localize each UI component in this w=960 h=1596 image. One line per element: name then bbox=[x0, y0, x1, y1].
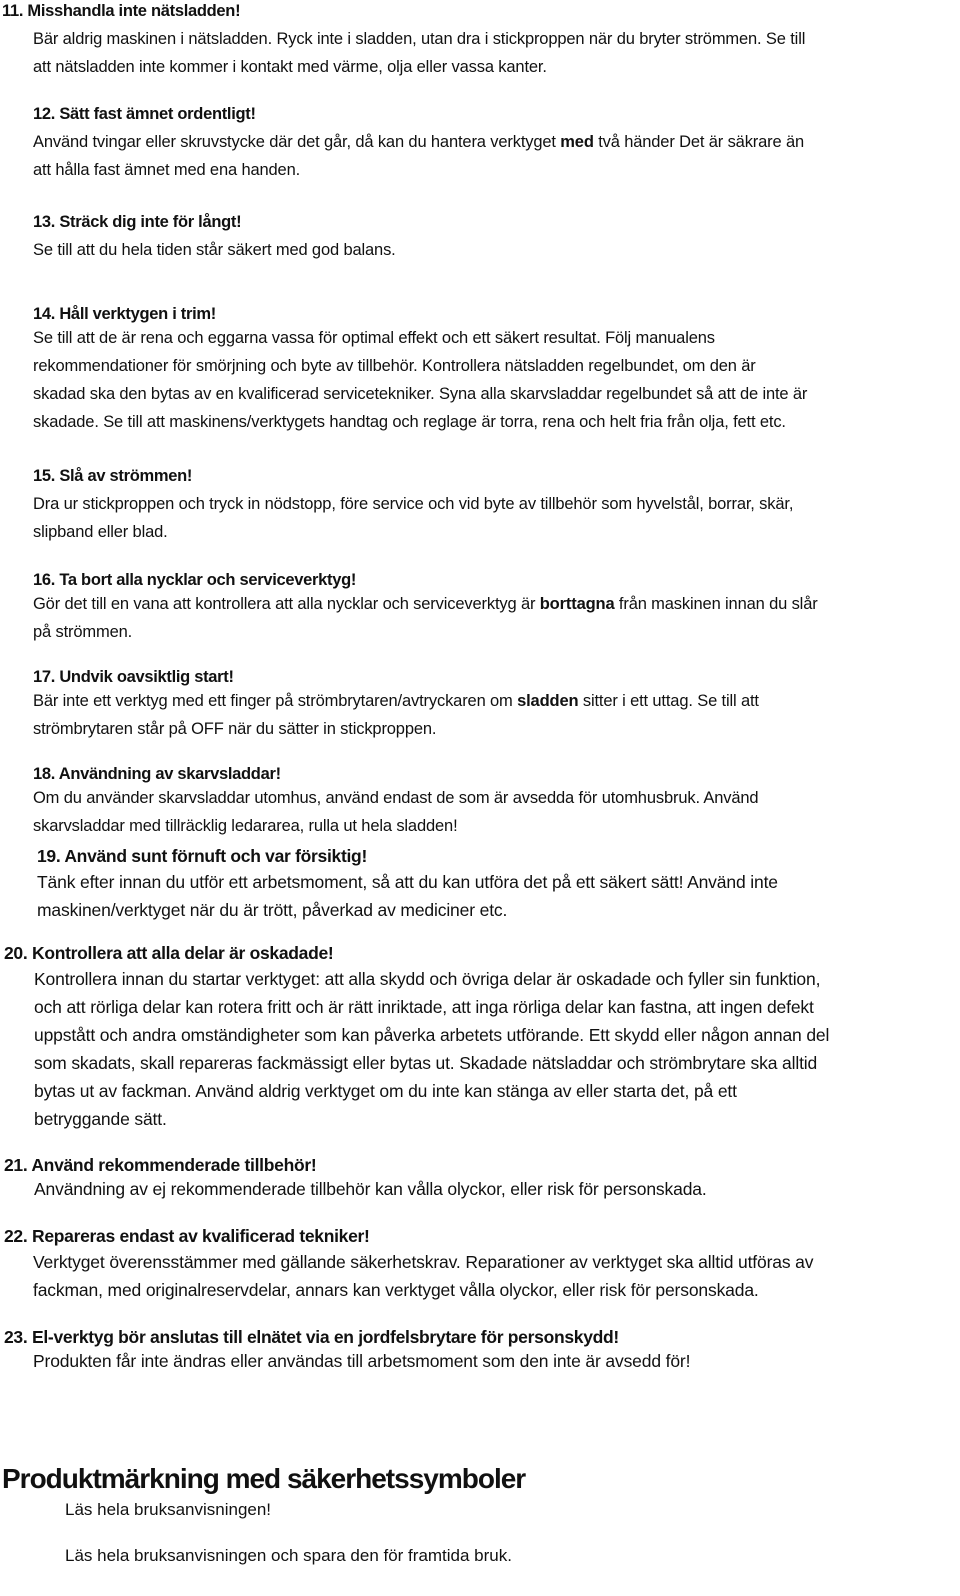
item-heading: 16. Ta bort alla nycklar och serviceverktyg! bbox=[33, 571, 357, 589]
item-12 bbox=[0, 104, 950, 184]
body-line bbox=[33, 715, 950, 743]
body-text: uppstått och andra omständigheter som kan påverka arbetets utförande. Ett skydd eller någon annan del bbox=[34, 1025, 830, 1045]
item-heading: 21. Använd rekommenderade tillbehör! bbox=[4, 1155, 317, 1175]
section-title: Produktmärkning med säkerhetssymboler bbox=[2, 1463, 526, 1494]
item-22 bbox=[0, 1226, 950, 1304]
item-heading: 23. El-verktyg bör anslutas till elnätet via en jordfelsbrytare för personskydd! bbox=[4, 1327, 619, 1347]
emphasis-text: sladden bbox=[517, 692, 579, 710]
item-18 bbox=[0, 764, 950, 840]
body-text: skarvsladdar med tillräcklig ledararea, rulla ut hela sladden! bbox=[33, 817, 458, 835]
body-line bbox=[33, 590, 950, 618]
body-text: rekommendationer för smörjning och byte av tillbehör. Kontrollera nätsladden regelbundet, om den är bbox=[33, 357, 756, 375]
body-text: skadad ska den bytas av en kvalificerad servicetekniker. Syna alla skarvsladdar regelbundet så att de inte är bbox=[33, 385, 808, 403]
body-text: Om du använder skarvsladdar utomhus, använd endast de som är avsedda för utomhusbruk. Använd bbox=[33, 789, 759, 807]
body-text: skadade. Se till att maskinens/verktygets handtag och reglage är torra, rena och helt fria från olja, fett etc. bbox=[33, 413, 786, 431]
item-heading: 19. Använd sunt förnuft och var försiktig! bbox=[37, 846, 367, 866]
body-text: Kontrollera innan du startar verktyget: att alla skydd och övriga delar är oskadade och fyller sin funktion, bbox=[34, 969, 821, 989]
emphasis-text: med bbox=[560, 133, 594, 151]
body-line bbox=[34, 1049, 950, 1077]
item-13 bbox=[0, 212, 950, 264]
body-text: Bär aldrig maskinen i nätsladden. Ryck inte i sladden, utan dra i stickproppen när du bryter strömmen. Se till bbox=[33, 30, 806, 48]
item-heading: 11. Misshandla inte nätsladden! bbox=[2, 2, 241, 20]
item-heading: 12. Sätt fast ämnet ordentligt! bbox=[33, 105, 256, 123]
item-body bbox=[0, 687, 950, 743]
body-line bbox=[33, 352, 950, 380]
body-line bbox=[33, 1276, 950, 1304]
body-line bbox=[37, 896, 950, 924]
item-15 bbox=[0, 466, 950, 546]
body-text: fackman, med originalreservdelar, annars kan verktyget vålla olyckor, eller risk för personskada. bbox=[33, 1280, 759, 1300]
item-body bbox=[0, 1246, 950, 1304]
body-line bbox=[33, 784, 950, 812]
body-text: Se till att du hela tiden står säkert med god balans. bbox=[33, 241, 396, 259]
body-text: maskinen/verktyget när du är trött, påverkad av mediciner etc. bbox=[37, 900, 508, 920]
body-line bbox=[33, 380, 950, 408]
body-line bbox=[33, 1347, 950, 1375]
body-text: strömbrytaren står på OFF när du sätter in stickproppen. bbox=[33, 720, 437, 738]
body-text: från maskinen innan du slår bbox=[614, 595, 818, 613]
item-21 bbox=[0, 1155, 950, 1203]
item-11 bbox=[0, 1, 950, 81]
body-text: slipband eller blad. bbox=[33, 523, 168, 541]
item-body bbox=[0, 124, 950, 184]
item-body bbox=[0, 590, 950, 646]
item-heading: 17. Undvik oavsiktlig start! bbox=[33, 668, 234, 686]
item-heading: 13. Sträck dig inte för långt! bbox=[33, 213, 242, 231]
body-text: Tänk efter innan du utför ett arbetsmoment, så att du kan utföra det på ett säkert sätt! Använd inte bbox=[37, 872, 778, 892]
body-text: Bär inte ett verktyg med ett finger på strömbrytaren/avtryckaren om bbox=[33, 692, 518, 710]
item-heading: 22. Repareras endast av kvalificerad tekniker! bbox=[4, 1226, 370, 1246]
item-heading: 18. Användning av skarvsladdar! bbox=[33, 765, 281, 783]
item-body bbox=[0, 784, 950, 840]
body-line bbox=[34, 1021, 950, 1049]
body-line bbox=[33, 236, 950, 264]
body-line bbox=[33, 156, 950, 184]
item-body bbox=[0, 1347, 950, 1375]
symbol-caption-read-manual: Läs hela bruksanvisningen! bbox=[65, 1500, 272, 1519]
body-text: Produkten får inte ändras eller användas till arbetsmoment som den inte är avsedd för! bbox=[33, 1351, 691, 1371]
body-line bbox=[33, 128, 950, 156]
body-line bbox=[34, 965, 950, 993]
body-text: Verktyget överensstämmer med gällande säkerhetskrav. Reparationer av verktyget ska alltid utföras av bbox=[33, 1252, 814, 1272]
body-text: betryggande sätt. bbox=[34, 1109, 167, 1129]
body-text: Använd tvingar eller skruvstycke där det går, då kan du hantera verktyget bbox=[33, 133, 561, 151]
item-heading: 20. Kontrollera att alla delar är oskadade! bbox=[4, 943, 334, 963]
body-text: att hålla fast ämnet med ena handen. bbox=[33, 161, 301, 179]
body-text: och att rörliga delar kan rotera fritt och är rätt inriktade, att inga rörliga delar kan fastna, att ingen defekt bbox=[34, 997, 814, 1017]
body-line bbox=[33, 25, 950, 53]
item-17 bbox=[0, 667, 950, 743]
item-body bbox=[0, 866, 950, 924]
body-text: bytas ut av fackman. Använd aldrig verktyget om du inte kan stänga av eller starta det, på ett bbox=[34, 1081, 737, 1101]
body-text: på strömmen. bbox=[33, 623, 133, 641]
item-body bbox=[0, 21, 950, 81]
body-line bbox=[37, 868, 950, 896]
body-line bbox=[33, 518, 950, 546]
item-14 bbox=[0, 304, 950, 436]
body-line bbox=[33, 324, 950, 352]
symbol-caption-save-manual: Läs hela bruksanvisningen och spara den för framtida bruk. bbox=[65, 1546, 512, 1565]
body-line bbox=[33, 812, 950, 840]
item-body bbox=[0, 963, 950, 1133]
emphasis-text: borttagna bbox=[539, 595, 615, 613]
item-body bbox=[0, 232, 950, 264]
body-text: två händer Det är säkrare än bbox=[593, 133, 805, 151]
body-text: sitter i ett uttag. Se till att bbox=[578, 692, 759, 710]
body-line bbox=[33, 53, 950, 81]
body-line bbox=[33, 687, 950, 715]
body-text: Gör det till en vana att kontrollera att alla nycklar och serviceverktyg är bbox=[33, 595, 540, 613]
body-line bbox=[33, 1248, 950, 1276]
body-line bbox=[33, 408, 950, 436]
item-heading: 14. Håll verktygen i trim! bbox=[33, 305, 216, 323]
body-line bbox=[33, 618, 950, 646]
item-body bbox=[0, 324, 950, 436]
item-23 bbox=[0, 1327, 950, 1375]
body-text: att nätsladden inte kommer i kontakt med värme, olja eller vassa kanter. bbox=[33, 58, 547, 76]
body-text: som skadats, skall repareras fackmässigt eller bytas ut. Skadade nätsladdar och strömbrytare ska alltid bbox=[34, 1053, 818, 1073]
body-line bbox=[34, 1077, 950, 1105]
item-body bbox=[0, 486, 950, 546]
body-line bbox=[33, 490, 950, 518]
body-text: Användning av ej rekommenderade tillbehör kan vålla olyckor, eller risk för personskada. bbox=[34, 1179, 707, 1199]
body-line bbox=[34, 1175, 950, 1203]
body-text: Se till att de är rena och eggarna vassa för optimal effekt och ett säkert resultat. Följ manualens bbox=[33, 329, 715, 347]
item-heading: 15. Slå av strömmen! bbox=[33, 467, 193, 485]
item-body bbox=[0, 1175, 950, 1203]
item-19 bbox=[0, 846, 950, 924]
body-text: Dra ur stickproppen och tryck in nödstopp, före service och vid byte av tillbehör som hyvelstål, borrar, skär, bbox=[33, 495, 794, 513]
item-20 bbox=[0, 943, 950, 1133]
body-line bbox=[34, 993, 950, 1021]
body-line bbox=[34, 1105, 950, 1133]
item-16 bbox=[0, 570, 950, 646]
